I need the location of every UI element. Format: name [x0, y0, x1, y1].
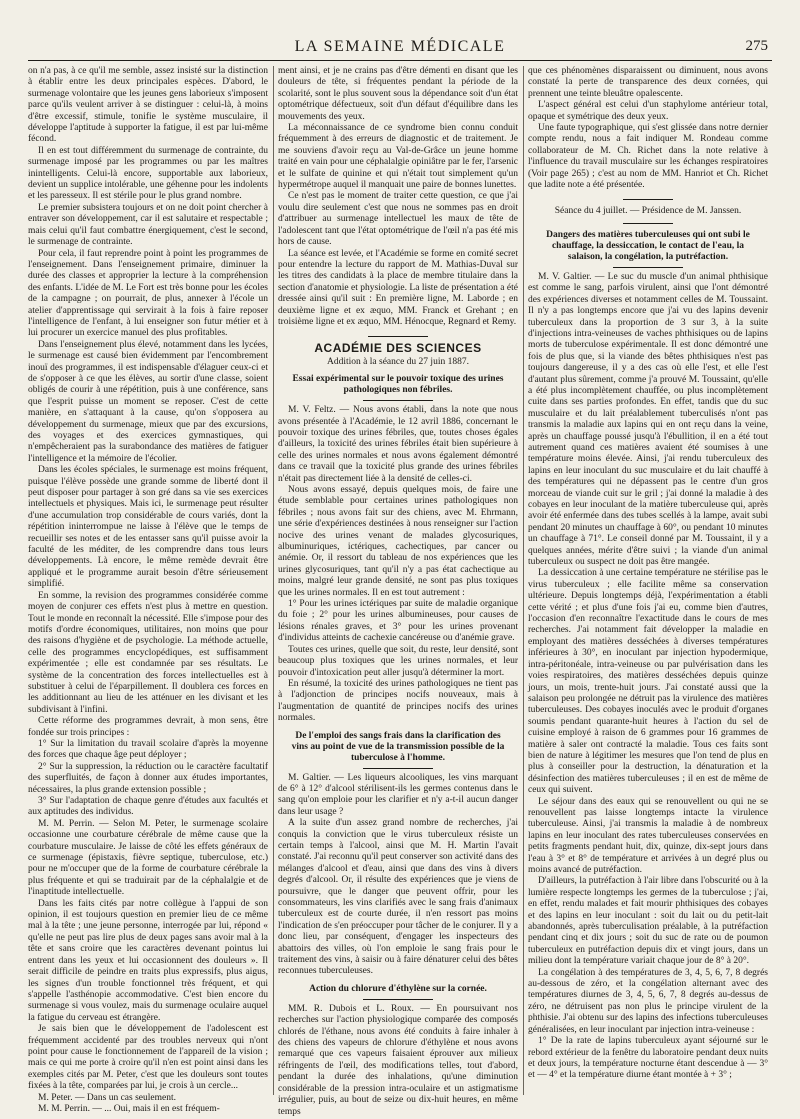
section-subtitle: Addition à la séance du 27 juin 1887. — [327, 356, 469, 367]
session-heading — [528, 199, 768, 223]
paragraph: 2° Sur la suppression, la réduction ou le caractère facultatif des superfluités, de façon à donner aux études importantes, nécessaires, la plus grande extension possible ; — [28, 761, 268, 795]
paragraph: MM. R. Dubois et L. Roux. — En poursuivant nos recherches sur l'action physiologique comparée des composés chlorés de l'éthane, nous avons été conduits à faire inhaler à des chiens des vapeurs de chlorure d'éthylène et nous avons remarqué que ces vapeurs faisaient éprouver aux milieux réfringents de l'œil, des modifications telles, tout d'abord, pendant la durée des inhalations, qu'une diminution considérable de la pression intra-oculaire et un astigmatisme irrégulier, puis, au bout de seize ou dix-huit heures, en même temps — [278, 1003, 518, 1117]
paragraph: Il en est tout différemment du surmenage de contrainte, du surmenage imposé par les programmes ou par les maîtres inintelligents. Celui-là encore, supportable aux laborieux, devient un supplice intolérable, une géhenne pour les indolents et les paresseux. Il est stérile pour le plus grand nombre. — [28, 145, 268, 202]
paragraph: Le premier subsistera toujours et on ne doit point chercher à entraver son développement, car il est salutaire et respectable ; mais celui qu'il faut combattre énergiquement, c'est le second, le surmenage de contrainte. — [28, 202, 268, 248]
column-3 — [528, 66, 768, 1099]
paragraph: M. M. Perrin. — Selon M. Peter, le surmenage scolaire occasionne une courbature cérébrale de même cause que la courbature musculaire. Je laisse de côté les effets généraux de ce surmenage (épistaxis, fièvre septique, tuberculose, etc.) pour ne m'occuper que de la forme de courbature cérébrale la plus fréquente et qui se traduirait par de la céphalalgie et de l'inaptitude intellectuelle. — [28, 818, 268, 898]
paragraph: 1° Pour les urines ictériques par suite de maladie organique du foie ; 2° pour les urines albumineuses, pour causes de lésions rénales graves, et 3° pour les urines provenant d'individus atteints de cachexie cancéreuse ou d'anémie grave. — [278, 599, 518, 644]
paragraph: 3° Sur l'adaptation de chaque genre d'études aux facultés et aux aptitudes des individus. — [28, 796, 268, 818]
paragraph: M. Galtier. — Les liqueurs alcooliques, les vins marquant de 6° à 12° d'alcool stérilisent-ils les germes contenus dans le sang qu'on emploie pour les clarifier et n'y a-t-il aucun danger dans leur usage ? — [278, 772, 518, 817]
paragraph: M. Peter. — Dans un cas seulement. — [38, 1092, 176, 1103]
page-number: 275 — [745, 38, 768, 54]
article-title-text: Essai expérimental sur le pouvoir toxique des urines pathologiques non fébriles. — [292, 374, 504, 396]
section-separator — [278, 336, 518, 337]
paragraph: En résumé, la toxicité des urines pathologiques ne tient pas à l'adjonction de principes nocifs nouveaux, mais à l'augmentation de quantité de principes nocifs des urines normales. — [278, 678, 518, 724]
paragraph: ment ainsi, et je ne crains pas d'être démenti en disant que les douleurs de tête, si fréquentes pendant la période de la scolarité, sont le plus souvent sous la dépendance soit d'un état optométrique défectueux, soit d'un défaut d'équilibre dans les mouvements des yeux. — [278, 66, 518, 122]
article-title — [286, 731, 510, 769]
paragraph: Dans les faits cités par notre collègue à l'appui de son opinion, il est toujours question en premier lieu de ce même mal à la tête ; une jeune personne, interrogée par lui, répond « qu'elle ne peut pas lire plus de deux pages sans avoir mal à la tête et sans croire que les caractères devenant pointus lui entrent dans les yeux et lui occasionnent des douleurs ». Il serait difficile de peindre en traits plus expressifs, plus aigus, les signes d'un trouble fonctionnel très fréquent, et qui s'appelle l'asthénopie accommodative. C'est bien encore du surmenage si vous voulez, mais du surmenage oculaire auquel la fatigue du cerveau est étrangère. — [28, 898, 268, 1023]
article-title — [286, 374, 510, 401]
column-2 — [278, 66, 518, 1117]
paragraph: La méconnaissance de ce syndrome bien connu conduit fréquemment à des erreurs de diagnostic et de traitement. Je me souviens d'avoir reçu au Val-de-Grâce un jeune homme traité en vain pour une céphalalgie opiniâtre par le fer, l'arsenic et le sulfate de quinine et qui n'était tout simplement qu'un hypermétrope auquel il manquait une paire de bonnes lunettes. — [278, 123, 518, 191]
paragraph: que ces phénomènes disparaissent ou diminuent, nous avons constaté la perte de transparence des deux cornées, qui prennent une teinte bleuâtre opalescente. — [528, 66, 768, 99]
paragraph: on n'a pas, à ce qu'il me semble, assez insisté sur la distinction à établir entre les deux principales espèces. D'abord, le surmenage volontaire que les jeunes gens laborieux s'imposent parce qu'ils veulent arriver à se distinguer : celui-là, à moins d'être excessif, stimule, tonifie le système musculaire, il développe l'aptitude à supporter la fatigue, il est par lui-même fécond. — [28, 66, 268, 145]
column-divider — [523, 66, 524, 1095]
paragraph: Une faute typographique, qui s'est glissée dans notre dernier compte rendu, nous a fait indiquer M. Rondeau comme collaborateur de M. Ch. Richet dans la note relative à l'influence du travail musculaire sur les échanges respiratoires (Voir page 265) ; c'est au nom de MM. Hanriot et Ch. Richet que ladite note a été présentée. — [528, 123, 768, 191]
paragraph: Je sais bien que le développement de l'adolescent est fréquemment accidenté par des troubles nerveux qui n'ont point pour cause le fonctionnement de l'appareil de la vision ; mais ce qui me porte à croire qu'il n'en est point ainsi dans les exemples cités par M. Peter, c'est que les douleurs sont toutes fixées à la tête, comparées par lui, je crois à un cercle... — [28, 1024, 268, 1092]
session-heading-text: Séance du 4 juillet. — Présidence de M. Janssen. — [554, 206, 742, 217]
article-title-text: Dangers des matières tuberculeuses qui ont subi le chauffage, la dessiccation, le contact de l'eau, la salaison, la congélation, la putréfaction. — [546, 229, 750, 262]
paragraph: M. V. Galtier. — Le suc du muscle d'un animal phthisique est comme le sang, parfois virulent, ainsi que l'ont démontré des expériences diverses et notamment celles de M. Toussaint. Il n'y a pas longtemps encore que j'ai vu des lapins devenir tuberculeux dans la proportion de 3 sur 3, à la suite d'injections intra-veineuses de vaches phthisiques ou de lapins morts de tuberculose expérimentale. Il est donc démontré une fois de plus que, si la viande des bêtes phthisiques n'est pas toujours dangereuse, il y a des cas où elle l'est, et elle l'est d'autant plus sûrement, comme j'a prouvé M. Toussaint, qu'elle a été plus incomplètement chauffée, ou plus incomplètement cuite dans ses parties profondes. En effet, tandis que du suc musculaire et du lait préalablement tuberculisés n'ont pas transmis la maladie aux lapins qui en ont reçu dans la veine, après un chauffage poussé jusqu'à l'ébullition, il en a été tout autrement quand ces matières avaient été soumises à une température moins élevée. Ainsi, j'ai rendu tuberculeux des lapins en leur inoculant du suc musculaire et du lait chauffé à des températures qui ne dépassent pas le centre d'un gros morceau de viande cuit sur le gril ; j'ai donné la maladie à des cobayes en leur inoculant de la matière tuberculeuse qui, après avoir été enfermée dans des tubes scellés à la lampe, avait subi pendant 20 minutes un chauffage à 60°, ou pendant 10 minutes un chauffage à 71°. Le conseil donné par M. Toussaint, il y a quelques années, mérite d'être suivi ; la viande d'un animal tuberculeux ou suspect ne doit pas être mangée. — [528, 271, 768, 568]
paragraph: M. V. Feltz. — Nous avons établi, dans la note que nous avons présentée à l'Académie, le 12 avril 1886, concernant le pouvoir toxique des urines fébriles, que, toutes choses égales d'ailleurs, la toxicité des urines fébriles était bien supérieure à celle des urines normales et nous avons également démontré dans ce travail que la toxicité plus grande des urines fébriles n'était pas directement liée à la densité de celles-ci. — [278, 405, 518, 484]
article-title-text: Action du chlorure d'éthylène sur la cornée. — [309, 983, 487, 994]
paragraph: 1° De la rate de lapins tuberculeux ayant séjourné sur le rebord extérieur de la fenêtre du laboratoire pendant deux nuits et deux jours, la température nocturne étant descendue à — 3° et — 4° et la température diurne étant montée à + 3° ; — [528, 1036, 768, 1081]
article-title-text: De l'emploi des sangs frais dans la clarification des vins au point de vue de la transmission possible de la tuberculose à l'homme. — [291, 730, 505, 763]
paragraph: Pour cela, il faut reprendre point à point les programmes de l'enseignement. Dans l'enseignement primaire, diminuer la durée des classes et approprier la lecture à la compréhension des enfants. L'idée de M. Le Fort est très bonne pour les écoles de la campagne ; on pourrait, de plus, annexer à l'école un atelier d'apprentissage qui servirait à la fois à faire reposer l'intelligence de l'enfant, à lui enseigner son futur métier et à lui procurer un exercice manuel des plus profitables. — [28, 248, 268, 339]
article-title — [286, 984, 510, 1000]
paragraph: La dessiccation à une certaine température ne stérilise pas le virus tuberculeux ; elle facilite même sa conservation ultérieure. Depuis longtemps déjà, l'expérimentation a établi cette vérité ; et plus d'une fois j'ai eu, comme bien d'autres, l'occasion d'en reconnaître l'exactitude dans le cours de mes recherches. J'ai notamment fait développer la maladie en employant des matières desséchées à diverses températures inférieures à 30°, en inoculant par injection hypodermique, intra-péritonéale, intra-veineuse ou par pulvérisation dans les voies respiratoires, des matières desséchées depuis quinze jours, un mois, trente-huit jours. J'ai constaté aussi que la salaison peu prolongée ne détruit pas la virulence des matières tuberculeuses. Des cobayes inoculés avec le produit d'organes soumis pendant quarante-huit heures à l'action du sel de cuisine employé à raison de 6 grammes pour 16 grammes de matière à saler ont contracté la maladie. Tous ces faits sont bien de nature à légitimer les mesures que l'on tend de plus en plus à conseiller pour la destruction, la dénaturation et la désinfection des matières tuberculeuses ; il en est de même de ceux qui suivent. — [528, 568, 768, 796]
paragraph: 1° Sur la limitation du travail scolaire d'après la moyenne des forces que chaque âge peut déployer ; — [28, 738, 268, 761]
journal-title: LA SEMAINE MÉDICALE — [294, 38, 506, 55]
paragraph: Cette réforme des programmes devrait, à mon sens, être fondée sur trois principes : — [28, 716, 268, 738]
running-head — [28, 26, 772, 62]
paragraph: En somme, la revision des programmes considérée comme moyen de conjurer ces effets n'est plus à mettre en question. Tout le monde en reconnaît la nécessité. Elle s'impose pour des motifs d'ordre économiques, utilitaires, non moins que pour des raisons d'hygiène et de psychologie. La méthode actuelle, celle des programmes encyclopédiques, est suffisamment expérimentée ; elle est condamnée par ses résultats. Le système de la concentration des forces intellectuelles est à substituer à celui de l'éparpillement. Il doublera ces forces en les additionnant au lieu de les atténuer en les divisant et les subdivisant à l'infini. — [28, 590, 268, 715]
paragraph: Dans l'enseignement plus élevé, notamment dans les lycées, le surmenage est causé bien évidemment par l'encombrement inouï des programmes, il est indispensable d'élaguer ceux-ci et de s'opposer à ce que les élèves, au sortir d'une classe, soient obligés de courir à une répétition, puis à une conférence, sans que l'esprit puisse un moment se reposer. C'est de cette manière, en s'attaquant à la cause, qu'on s'opposera au développement du surmenage, mieux que par des excursions, des voyages et des exercices gymnastiques, qui n'empêcheraient pas la surabondance des matières de fatiguer l'intelligence et la mémoire de l'écolier. — [28, 339, 268, 464]
paragraph: Le séjour dans des eaux qui se renouvellent ou qui ne se renouvellent pas laisse longtemps intacte la virulence tuberculeuse. Ainsi, j'ai transmis la maladie à de nombreux lapins en leur inoculant des rates tuberculeuses conservées en petits fragments pendant huit, dix, quinze, dix-sept jours dans l'eau à 3° et 8° de température et arrivées à un degré plus ou moins avancé de putréfaction. — [528, 796, 768, 875]
paragraph: Ce n'est pas le moment de traiter cette question, ce que j'ai voulu dire seulement c'est que nous ne sommes pas en droit d'attribuer au surmenage intellectuel les maux de tête de l'adolescent tant que l'état optométrique de l'œil n'a pas été mis hors de cause. — [278, 191, 518, 248]
paragraph: La congélation à des températures de 3, 4, 5, 6, 7, 8 degrés au-dessous de zéro, et la congélation alternant avec des températures diurnes de 3, 4, 5, 6, 7, 8 degrés au-dessus de zéro, ne détruisent pas non plus le principe virulent de la phthisie. J'ai obtenu sur des lapins des infections tuberculeuses généralisées, en leur inoculant par injection intra-veineuse : — [528, 967, 768, 1035]
section-heading: ACADÉMIE DES SCIENCES — [314, 341, 482, 356]
paragraph: Dans les écoles spéciales, le surmenage est moins fréquent, puisque l'élève possède une grande somme de liberté dont il peut disposer pour partager à son gré dans sa vie ses exercices intellectuels et physiques. Mais ici, le surmenage peut résulter d'une accumulation trop considérable de cours variés, dont la répétition ininterrompue ne laisse à l'élève que le temps de recueillir ses notes et de les entasser sans qu'il puisse avoir la faculté de les méditer, de les comprendre dans tous leurs développements. Là encore, le même remède devrait être appliqué et le programme aurait besoin d'être sérieusement simplifié. — [28, 465, 268, 590]
header-rule — [28, 60, 772, 61]
paragraph: D'ailleurs, la putréfaction à l'air libre dans l'obscurité ou à la lumière respecte longtemps les germes de la tuberculose ; j'ai, en effet, rendu malades et fait mourir phthisiques des cobayes et des lapins en leur inoculant : soit du lait ou du petit-lait abandonnés, après tuberculisation préalable, à la putréfaction pendant cinq et dix jours ; soit du suc de rate ou de poumon tuberculeux en putréfaction depuis dix et vingt jours, dans un milieu dont la température variait chaque jour de 8° à 20°. — [528, 876, 768, 967]
article-title — [536, 230, 760, 268]
paragraph: Toutes ces urines, quelle que soit, du reste, leur densité, sont beaucoup plus toxiques que les urines normales, et leur pouvoir d'intoxication peut aller jusqu'à déterminer la mort. — [278, 644, 518, 678]
paragraph: La séance est levée, et l'Académie se forme en comité secret pour entendre la lecture du rapport de M. Mathias-Duval sur les titres des candidats à la place de membre titulaire dans la section d'anatomie et physiologie. La liste de présentation a été dressée ainsi qu'il suit : En première ligne, M. Laborde ; en deuxième ligne et ex æquo, MM. Franck et Grehant ; en troisième ligne et ex æquo, MM. Hénocque, Regnard et Remy. — [278, 248, 518, 327]
paragraph: M. M. Perrin. — ... Oui, mais il en est fréquem- — [38, 1103, 220, 1114]
paragraph: Nous avons essayé, depuis quelques mois, de faire une étude semblable pour certaines urines pathologiques non fébriles ; nous avons fait sur des chiens, avec M. Ehrmann, une série d'expériences destinées à nous renseigner sur l'action nocive des urines venant de malades glycosuriques, albuminuriques, ictériques, cachectiques, par cancer ou anémie. Or, il ressort du tableau de nos expériences que les urines glycosuriques, tant qu'il n'y a pas état cachectique au moins, malgré leur grande densité, ne sont pas plus toxiques que les urines normales. Il en est tout autrement : — [278, 485, 518, 598]
paragraph: L'aspect général est celui d'un staphylome antérieur total, opaque et symétrique des deux yeux. — [528, 100, 768, 122]
paragraph: A la suite d'un assez grand nombre de recherches, j'ai conquis la conviction que le virus tuberculeux résiste un certain temps à l'alcool, ainsi que M. H. Martin l'avait constaté. J'ai reconnu qu'il peut conserver son activité dans des mélanges d'alcool et d'eau, ainsi que dans des vins à divers degrés d'alcool. Or, il résulte des expériences que je viens de poursuivre, que le danger que peuvent offrir, pour les consommateurs, les vins clarifiés avec le sang frais d'animaux tuberculeux est de courte durée, il n'en ressort pas moins l'indication de s'en préoccuper pour tâcher de le conjurer. Il y a donc lieu, par conséquent, d'engager les inspecteurs des abattoirs des villes, où l'on emploie le sang frais pour le traitement des vins, à saisir ou à faire dénaturer celui des bêtes reconnues tuberculeuses. — [278, 818, 518, 977]
column-divider — [273, 66, 274, 1095]
column-1 — [28, 66, 268, 1114]
